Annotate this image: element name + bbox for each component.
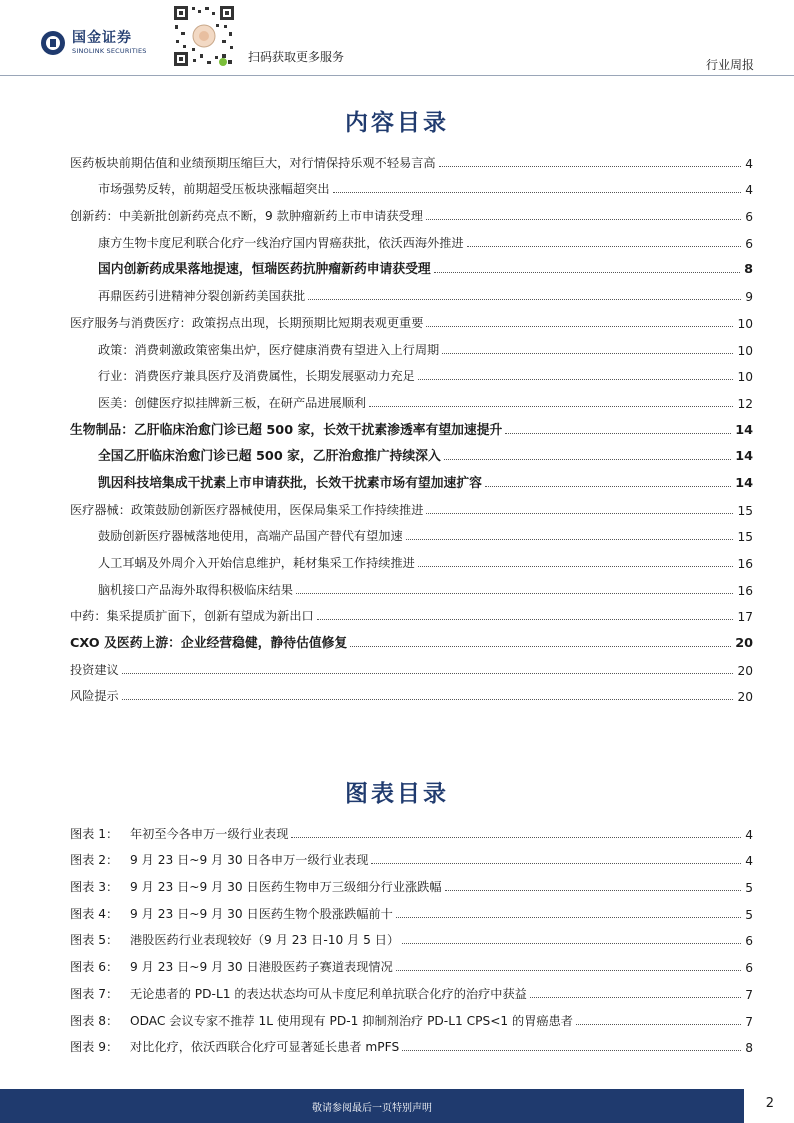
figure-leader-dots — [291, 837, 741, 838]
figure-entry-label: 图表 4： — [70, 906, 119, 921]
toc-entry-page: 20 — [737, 663, 753, 678]
figure-leader-dots — [576, 1024, 741, 1025]
toc-entry[interactable] — [70, 575, 753, 602]
figures-toc-list — [70, 819, 753, 1059]
toc-entry[interactable] — [70, 362, 753, 389]
toc-leader-dots — [308, 299, 741, 300]
page-number: 2 — [765, 1096, 774, 1111]
toc-entry-page: 12 — [737, 396, 753, 411]
logo-english-name: SINOLINK SECURITIES — [72, 47, 147, 56]
figure-entry-page: 4 — [745, 854, 753, 869]
toc-entry-text: 医美：创健医疗拟挂牌新三板，在研产品进展顺利 — [98, 395, 367, 410]
figure-entry-page: 6 — [745, 934, 753, 949]
toc-entry-text: 再鼎医药引进精神分裂创新药美国获批 — [98, 289, 306, 304]
toc-entry-text: 人工耳蜗及外周介入开始信息维护，耗材集采工作持续推进 — [98, 556, 415, 570]
figure-leader-dots — [445, 890, 742, 891]
figure-leader-dots — [371, 863, 741, 864]
figure-entry[interactable] — [70, 819, 753, 846]
toc-leader-dots — [426, 219, 741, 220]
toc-entry-page: 14 — [735, 475, 753, 491]
toc-entry-text: 医疗器械：政策鼓励创新医疗器械使用，医保局集采工作持续推进 — [70, 502, 424, 517]
figure-entry-label: 图表 6： — [70, 960, 119, 975]
toc-entry[interactable] — [70, 522, 753, 549]
figure-leader-dots — [402, 943, 741, 944]
toc-entry[interactable] — [70, 548, 753, 575]
toc-entry-text: 鼓励创新医疗器械落地使用，高端产品国产替代有望加速 — [98, 529, 403, 544]
toc-leader-dots — [467, 246, 742, 247]
toc-entry[interactable] — [70, 602, 753, 629]
toc-entry-page: 14 — [735, 449, 753, 465]
toc-leader-dots — [439, 166, 742, 167]
toc-entry-page: 6 — [745, 210, 753, 225]
toc-entry-page: 16 — [737, 557, 753, 571]
toc-entry-page: 15 — [737, 530, 753, 545]
footer-bar — [0, 1089, 744, 1123]
toc-entry-text: 中药：集采提质扩面下，创新有望成为新出口 — [70, 609, 314, 624]
figure-entry-text: 9 月 23 日~9 月 30 日医药生物申万三级细分行业涨跌幅 — [130, 880, 442, 895]
figure-entry-label: 图表 1： — [70, 826, 119, 841]
toc-entry[interactable] — [70, 201, 753, 228]
qr-code-icon[interactable] — [172, 4, 236, 68]
toc-entry[interactable] — [70, 442, 753, 469]
figure-entry-page: 4 — [745, 827, 753, 842]
sinolink-logo-icon — [40, 30, 66, 56]
toc-entry-text: 风险提示 — [70, 689, 119, 704]
figure-entry[interactable] — [70, 1033, 753, 1060]
figure-entry-text: 港股医药行业表现较好（9 月 23 日-10 月 5 日） — [130, 933, 400, 948]
scan-for-service-text: 扫码获取更多服务 — [248, 50, 345, 64]
toc-entry-text: 国内创新药成果落地提速，恒瑞医药抗肿瘤新药申请获受理 — [98, 262, 431, 278]
figure-entry[interactable] — [70, 1006, 753, 1033]
toc-leader-dots — [418, 379, 734, 380]
figure-entry-text: 9 月 23 日~9 月 30 日医药生物个股涨跌幅前十 — [130, 906, 393, 921]
toc-leader-dots — [406, 539, 734, 540]
figure-entry[interactable] — [70, 899, 753, 926]
toc-entry[interactable] — [70, 228, 753, 255]
toc-entry-text: 市场强势反转，前期超受压板块涨幅超突出 — [98, 182, 330, 197]
toc-entry-page: 6 — [745, 236, 753, 251]
toc-list — [70, 148, 753, 708]
toc-leader-dots — [369, 406, 733, 407]
figure-entry-text: 无论患者的 PD-L1 的表达状态均可从卡度尼利单抗联合化疗的治疗中获益 — [130, 986, 527, 1001]
toc-leader-dots — [296, 593, 733, 594]
figure-entry-text: 9 月 23 日~9 月 30 日港股医药子赛道表现情况 — [130, 960, 393, 975]
toc-leader-dots — [122, 699, 734, 700]
toc-leader-dots — [505, 433, 731, 434]
figure-entry[interactable] — [70, 952, 753, 979]
toc-leader-dots — [333, 192, 742, 193]
toc-entry-text: 凯因科技培集成干扰素上市申请获批，长效干扰素市场有望加速扩容 — [98, 475, 482, 491]
toc-entry-text: 行业：消费医疗兼具医疗及消费属性，长期发展驱动力充足 — [98, 369, 415, 384]
toc-entry-text: 投资建议 — [70, 662, 119, 677]
toc-entry[interactable] — [70, 175, 753, 202]
figure-entry-label: 图表 3： — [70, 880, 119, 895]
company-logo — [40, 30, 147, 56]
toc-entry-page: 20 — [735, 636, 753, 652]
figure-entry[interactable] — [70, 979, 753, 1006]
toc-entry-page: 16 — [737, 583, 753, 598]
toc-entry[interactable] — [70, 628, 753, 655]
toc-leader-dots — [485, 486, 731, 487]
figure-entry-page: 6 — [745, 961, 753, 976]
toc-entry-page: 17 — [737, 610, 753, 625]
figure-leader-dots — [396, 917, 741, 918]
figure-entry[interactable] — [70, 872, 753, 899]
figure-entry-label: 图表 5： — [70, 933, 119, 948]
toc-entry[interactable] — [70, 655, 753, 682]
header-divider — [0, 75, 794, 76]
toc-entry[interactable] — [70, 281, 753, 308]
logo-chinese-name: 国金证券 — [72, 30, 132, 47]
toc-entry-text: CXO 及医药上游：企业经营稳健，静待估值修复 — [70, 636, 348, 652]
figure-entry-text: 对比化疗，依沃西联合化疗可显著延长患者 mPFS — [130, 1040, 400, 1055]
toc-leader-dots — [426, 326, 733, 327]
figure-entry-page: 5 — [745, 907, 753, 922]
toc-title: 内容目录 — [345, 110, 449, 136]
figure-entry-label: 图表 8： — [70, 1013, 119, 1028]
toc-entry[interactable] — [70, 388, 753, 415]
toc-entry-text: 全国乙肝临床治愈门诊已超 500 家，乙肝治愈推广持续深入 — [98, 449, 441, 465]
toc-entry-text: 康方生物卡度尼利联合化疗一线治疗国内胃癌获批，依沃西海外推进 — [98, 235, 464, 250]
figure-entry-page: 7 — [745, 1014, 753, 1029]
figure-entry-page: 7 — [745, 987, 753, 1002]
toc-entry-text: 医疗服务与消费医疗：政策拐点出现，长期预期比短期表观更重要 — [70, 315, 424, 330]
figure-entry-text: 年初至今各申万一级行业表现 — [130, 826, 289, 841]
toc-entry-page: 4 — [745, 183, 753, 198]
figure-leader-dots — [396, 970, 741, 971]
toc-leader-dots — [418, 566, 734, 567]
toc-leader-dots — [350, 646, 731, 647]
toc-leader-dots — [122, 673, 734, 674]
toc-entry[interactable] — [70, 415, 753, 442]
toc-entry-page: 10 — [737, 370, 753, 385]
toc-leader-dots — [442, 353, 733, 354]
toc-entry-text: 创新药：中美新批创新药亮点不断，9 款肿瘤新药上市申请获受理 — [70, 209, 423, 224]
figure-entry-text: ODAC 会议专家不推荐 1L 使用现有 PD-1 抑制剂治疗 PD-L1 CPS<1 的胃癌患者 — [130, 1013, 573, 1028]
toc-entry-text: 生物制品：乙肝临床治愈门诊已超 500 家，长效干扰素渗透率有望加速提升 — [70, 422, 503, 438]
toc-entry[interactable] — [70, 335, 753, 362]
figure-entry-text: 9 月 23 日~9 月 30 日各申万一级行业表现 — [130, 853, 369, 868]
toc-entry-page: 10 — [737, 343, 753, 358]
toc-entry-text: 政策：消费刺激政策密集出炉，医疗健康消费有望进入上行周期 — [98, 342, 440, 357]
figure-entry-label: 图表 7： — [70, 986, 119, 1001]
toc-entry-page: 8 — [744, 262, 753, 278]
toc-entry[interactable] — [70, 148, 753, 175]
toc-entry-page: 15 — [737, 503, 753, 518]
toc-entry-page: 4 — [745, 156, 753, 171]
figure-leader-dots — [530, 997, 741, 998]
toc-leader-dots — [434, 272, 740, 273]
toc-entry-text: 医药板块前期估值和业绩预期压缩巨大，对行情保持乐观不轻易言高 — [70, 155, 436, 170]
figure-entry-label: 图表 9： — [70, 1040, 119, 1055]
toc-entry-page: 10 — [737, 316, 753, 331]
figure-entry-page: 8 — [745, 1041, 753, 1056]
figures-toc-title: 图表目录 — [345, 781, 449, 807]
figure-entry-label: 图表 2： — [70, 853, 119, 868]
toc-entry-page: 20 — [737, 690, 753, 705]
toc-entry[interactable] — [70, 495, 753, 522]
report-type-label: 行业周报 — [705, 58, 754, 72]
toc-entry-text: 脑机接口产品海外取得积极临床结果 — [98, 582, 293, 597]
page-header — [0, 0, 794, 76]
figure-entry[interactable] — [70, 926, 753, 953]
toc-entry-page: 14 — [735, 422, 753, 438]
toc-entry[interactable] — [70, 255, 753, 282]
figure-entry-page: 5 — [745, 881, 753, 896]
toc-entry-page: 9 — [745, 290, 753, 305]
toc-entry[interactable] — [70, 468, 753, 495]
toc-entry[interactable] — [70, 308, 753, 335]
figure-entry[interactable] — [70, 846, 753, 873]
toc-leader-dots — [317, 619, 734, 620]
figure-leader-dots — [402, 1050, 741, 1051]
toc-leader-dots — [444, 459, 731, 460]
toc-leader-dots — [426, 513, 733, 514]
toc-entry[interactable] — [70, 682, 753, 709]
footer-disclaimer: 敬请参阅最后一页特别声明 — [312, 1102, 432, 1114]
